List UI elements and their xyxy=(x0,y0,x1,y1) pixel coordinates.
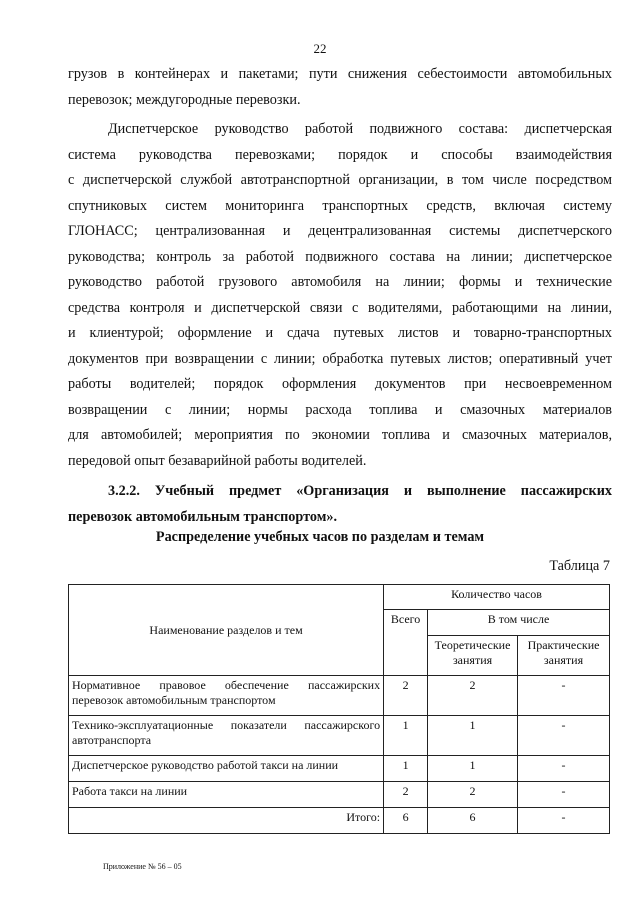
table-row xyxy=(69,756,610,782)
text-line: средства контроля и диспетчерской связи с водителями, работающими на линии, xyxy=(68,299,612,316)
footer-note: Приложение № 56 – 05 xyxy=(103,862,182,871)
text-line: с диспетчерской службой автотранспортной организации, в том числе посредством xyxy=(68,172,612,188)
text-line: Диспетчерское руководство работой подвижного состава: диспетчерская xyxy=(108,121,612,137)
header-theory: Теоретические занятия xyxy=(428,636,518,676)
hours-table xyxy=(68,584,610,834)
header-total: Всего xyxy=(384,610,428,676)
row-theory: 1 xyxy=(428,756,518,782)
header-name: Наименование разделов и тем xyxy=(69,585,384,676)
row-theory: 1 xyxy=(428,716,518,756)
table-label: Таблица 7 xyxy=(549,558,610,574)
row-name: Нормативное правовое обеспечение пассажирских перевозок автомобильным транспортом xyxy=(69,676,384,716)
row-practice: - xyxy=(518,716,610,756)
row-total: 1 xyxy=(384,716,428,756)
totals-practice: - xyxy=(518,808,610,834)
header-practice: Практические занятия xyxy=(518,636,610,676)
text-line: система руководства перевозками; порядок и способы взаимодействия xyxy=(68,146,612,163)
paragraph-continuation xyxy=(68,62,612,113)
row-total: 2 xyxy=(384,676,428,716)
section-heading xyxy=(68,479,612,530)
heading-line: перевозок автомобильным транспортом». xyxy=(68,508,337,525)
page-number: 22 xyxy=(313,41,327,56)
row-total: 1 xyxy=(384,756,428,782)
totals-label: Итого: xyxy=(69,808,384,834)
header-including: В том числе xyxy=(428,610,610,636)
paragraph-dispatch xyxy=(68,117,612,474)
row-practice: - xyxy=(518,756,610,782)
row-name: Работа такси на линии xyxy=(69,782,384,808)
text-line: передовой опыт безаварийной работы водителей. xyxy=(68,452,367,469)
totals-total: 6 xyxy=(384,808,428,834)
text-line: ГЛОНАСС; централизованная и децентрализованная системы диспетчерского xyxy=(68,223,612,239)
table-row xyxy=(69,782,610,808)
row-name: Технико-эксплуатационные показатели пассажирского автотранспорта xyxy=(69,716,384,756)
text-line: грузов в контейнерах и пакетами; пути снижения себестоимости автомобильных xyxy=(68,66,612,82)
totals-row xyxy=(69,808,610,834)
row-name: Диспетчерское руководство работой такси на линии xyxy=(69,756,384,782)
table-heading: Распределение учебных часов по разделам и темам xyxy=(155,529,485,545)
text-line: спутниковых систем мониторинга транспортных средств, включая систему xyxy=(68,197,612,214)
text-line: руководство работой грузового автомобиля на линии; формы и технические xyxy=(68,274,612,290)
row-theory: 2 xyxy=(428,676,518,716)
row-practice: - xyxy=(518,676,610,716)
row-total: 2 xyxy=(384,782,428,808)
text-line: возвращении с линии; нормы расхода топлива и смазочных материалов xyxy=(68,401,612,418)
text-line: и клиентурой; оформление и сдача путевых листов и товарно-транспортных xyxy=(68,325,612,341)
text-line: для автомобилей; мероприятия по экономии топлива и смазочных материалов, xyxy=(68,427,612,443)
table-row xyxy=(69,716,610,756)
text-line: документов при возвращении с линии; обработка путевых листов; оперативный учет xyxy=(68,350,612,367)
header-quantity: Количество часов xyxy=(384,585,610,610)
row-practice: - xyxy=(518,782,610,808)
heading-line: 3.2.2. Учебный предмет «Организация и выполнение пассажирских xyxy=(108,483,612,499)
row-theory: 2 xyxy=(428,782,518,808)
text-line: руководства; контроль за работой подвижного состава на линии; диспетчерское xyxy=(68,248,612,265)
table-row xyxy=(69,676,610,716)
text-line: работы водителей; порядок оформления документов при несвоевременном xyxy=(68,376,612,392)
text-line: перевозок; междугородные перевозки. xyxy=(68,91,301,108)
totals-theory: 6 xyxy=(428,808,518,834)
